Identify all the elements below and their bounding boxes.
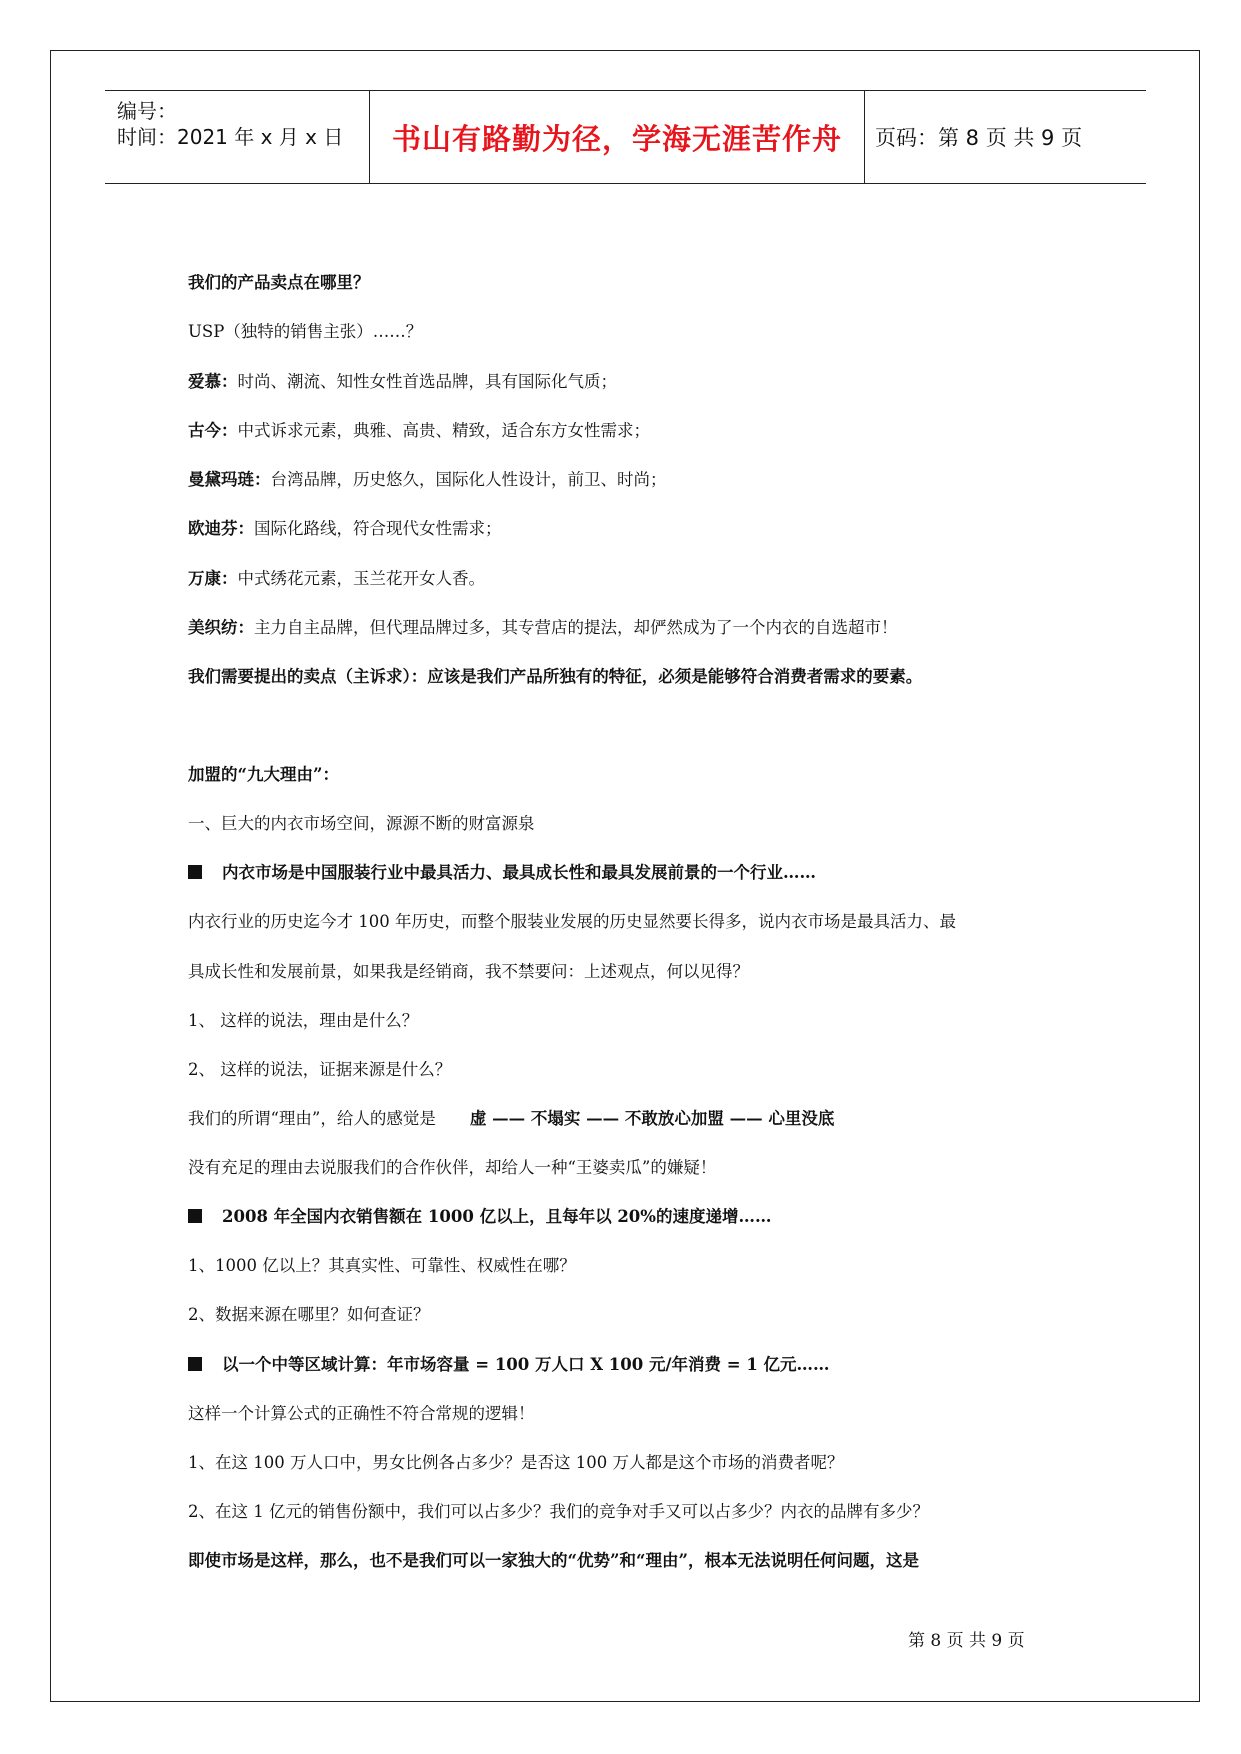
- reason-one-line: 一、巨大的内衣市场空间，源源不断的财富源泉: [188, 814, 535, 833]
- question-item: 2、在这 1 亿元的销售份额中，我们可以占多少？我们的竞争对手又可以占多少？内衣的品牌有多少？: [188, 1502, 929, 1521]
- header-page-code: 页码：第 8 页 共 9 页: [875, 126, 1083, 150]
- feeling-value: 虚 —— 不塌实 —— 不敢放心加盟 —— 心里没底: [469, 1109, 835, 1128]
- square-bullet-icon: [188, 865, 202, 879]
- bullet-point: [188, 1207, 771, 1227]
- brand-item: [188, 569, 485, 589]
- brand-name: 古今：: [188, 421, 238, 440]
- paragraph-line: 即使市场是这样，那么，也不是我们可以一家独大的“优势”和“理由”，根本无法说明任何问题，这是: [188, 1551, 919, 1570]
- nine-reasons-heading: 加盟的“九大理由”：: [188, 765, 339, 784]
- brand-item: [188, 519, 502, 539]
- brand-item: [188, 470, 667, 490]
- brand-desc: 时尚、潮流、知性女性首选品牌，具有国际化气质；: [237, 372, 617, 391]
- page-footer-number: 第 8 页 共 9 页: [908, 1631, 1025, 1651]
- brand-name: 欧迪芬：: [188, 519, 254, 538]
- brand-item: [188, 421, 650, 441]
- header-page-cell: [865, 91, 1146, 183]
- brand-desc: 中式绣花元素，玉兰花开女人香。: [237, 569, 485, 588]
- bullet-text: 以一个中等区域计算：年市场容量 = 100 万人口 X 100 元/年消费 = 1 亿元……: [222, 1355, 830, 1374]
- feeling-line: [188, 1109, 834, 1129]
- document-time-label: 时间：2021 年 x 月 x 日: [117, 125, 344, 149]
- header-meta-cell: [105, 91, 370, 183]
- header-motto-cell: [370, 91, 865, 183]
- paragraph-line: 具成长性和发展前景，如果我是经销商，我不禁要问：上述观点，何以见得？: [188, 962, 749, 981]
- brand-item: [188, 372, 617, 392]
- brand-item: [188, 618, 898, 638]
- feeling-label: 我们的所谓“理由”，给人的感觉是: [188, 1109, 436, 1128]
- brand-desc: 中式诉求元素，典雅、高贵、精致，适合东方女性需求；: [237, 421, 650, 440]
- brand-desc: 主力自主品牌，但代理品牌过多，其专营店的提法，却俨然成为了一个内衣的自选超市！: [254, 618, 898, 637]
- paragraph-line: 没有充足的理由去说服我们的合作伙伴，却给人一种“王婆卖瓜”的嫌疑！: [188, 1158, 717, 1177]
- header-motto: 书山有路勤为径，学海无涯苦作舟: [391, 121, 842, 156]
- square-bullet-icon: [188, 1209, 202, 1223]
- question-item: 1、在这 100 万人口中，男女比例各占多少？是否这 100 万人都是这个市场的消费者呢？: [188, 1453, 844, 1472]
- question-item: 1、1000 亿以上？其真实性、可靠性、权威性在哪？: [188, 1256, 576, 1275]
- question-item: 2、 这样的说法，证据来源是什么？: [188, 1060, 452, 1079]
- document-number-label: 编号：: [117, 99, 177, 123]
- paragraph-line: 内衣行业的历史迄今才 100 年历史，而整个服装业发展的历史显然要长得多，说内衣市场是最具活力、最: [188, 912, 956, 931]
- brand-desc: 国际化路线，符合现代女性需求；: [254, 519, 502, 538]
- brand-name: 曼黛玛琏：: [188, 470, 271, 489]
- brand-desc: 台湾品牌，历史悠久，国际化人性设计，前卫、时尚；: [270, 470, 667, 489]
- bullet-point: [188, 863, 816, 883]
- paragraph-line: 这样一个计算公式的正确性不符合常规的逻辑！: [188, 1404, 535, 1423]
- brand-name: 爱慕：: [188, 372, 238, 391]
- usp-line: USP（独特的销售主张）……？: [188, 322, 423, 341]
- bullet-point: [188, 1355, 830, 1375]
- document-header: [105, 90, 1146, 184]
- section-question-title: 我们的产品卖点在哪里？: [188, 273, 370, 292]
- selling-point-statement: 我们需要提出的卖点（主诉求）：应该是我们产品所独有的特征，必须是能够符合消费者需求的要素。: [188, 667, 923, 686]
- bullet-text: 内衣市场是中国服装行业中最具活力、最具成长性和最具发展前景的一个行业……: [222, 863, 816, 882]
- square-bullet-icon: [188, 1357, 202, 1371]
- question-item: 1、 这样的说法，理由是什么？: [188, 1011, 419, 1030]
- brand-name: 美织纺：: [188, 618, 254, 637]
- question-item: 2、数据来源在哪里？如何查证？: [188, 1305, 430, 1324]
- brand-name: 万康：: [188, 569, 238, 588]
- bullet-text: 2008 年全国内衣销售额在 1000 亿以上，且每年以 20%的速度递增……: [222, 1207, 772, 1226]
